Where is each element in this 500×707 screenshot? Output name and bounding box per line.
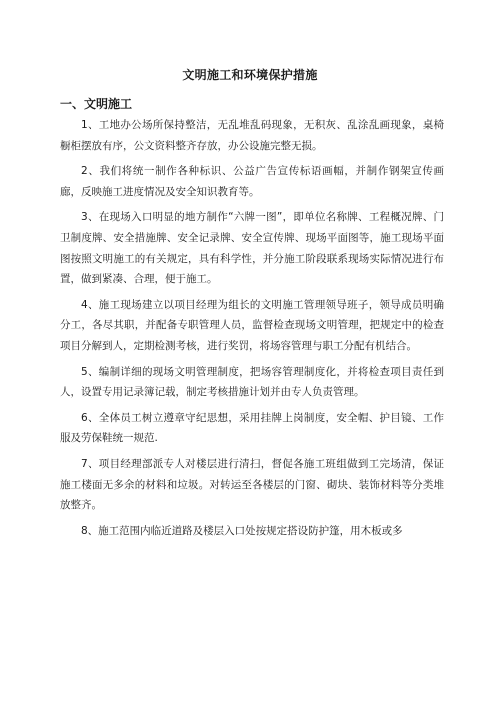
document-body bbox=[60, 115, 444, 546]
paragraph-6: 6、全体员工树立遵章守纪思想，采用挂牌上岗制度，安全帽、护目镜、工作服及劳保鞋统一规范. bbox=[60, 411, 444, 445]
paragraph-5: 5、编制详细的现场文明管理制度，把场容管理制度化，并将检查项目责任到人，设置专用记录簿记载，制定考核措施计划并由专人负责管理。 bbox=[60, 365, 444, 399]
section-heading: 一、文明施工 bbox=[60, 97, 133, 111]
paragraph-1: 1、工地办公场所保持整洁，无乱堆乱码现象，无积灰、乱涂乱画现象，桌椅橱柜摆放有序，公文资料整齐存放，办公设施完整无损。 bbox=[60, 119, 444, 152]
paragraph-4: 4、施工现场建立以项目经理为组长的文明施工管理领导班子，领导成员明确分工，各尽其职，并配备专职管理人员，监督检查现场文明管理，把规定中的检查项目分解到人，定期检测考核，进行奖罚，将场容管理与职工分配有机结合。 bbox=[60, 298, 444, 352]
paragraph-2: 2、我们将统一制作各种标识、公益广告宣传标语画幅，并制作钢架宣传画廊，反映施工进度情况及安全知识教育等。 bbox=[60, 165, 444, 198]
document-title: 文明施工和环境保护措施 bbox=[182, 68, 318, 82]
paragraph-8: 8、施工范围内临近道路及楼层入口处按规定搭设防护篷，用木板或多 bbox=[81, 524, 403, 537]
paragraph-3: 3、在现场入口明显的地方制作“六牌一图”，即单位名称牌、工程概况牌、门卫制度牌、安全措施牌、安全记录牌、安全宣传牌、现场平面图等，施工现场平面图按照文明施工的有关规定，具有科学性，并分施工阶段联系现场实际情况进行布置，做到紧凑、合理，便于施工。 bbox=[60, 211, 444, 286]
paragraph-7: 7、项目经理部派专人对楼层进行清扫，督促各施工班组做到工完场清，保证施工楼面无多余的材料和垃圾。对转运至各楼层的门窗、砌块、装饰材料等分类堆放整齐。 bbox=[60, 457, 444, 512]
